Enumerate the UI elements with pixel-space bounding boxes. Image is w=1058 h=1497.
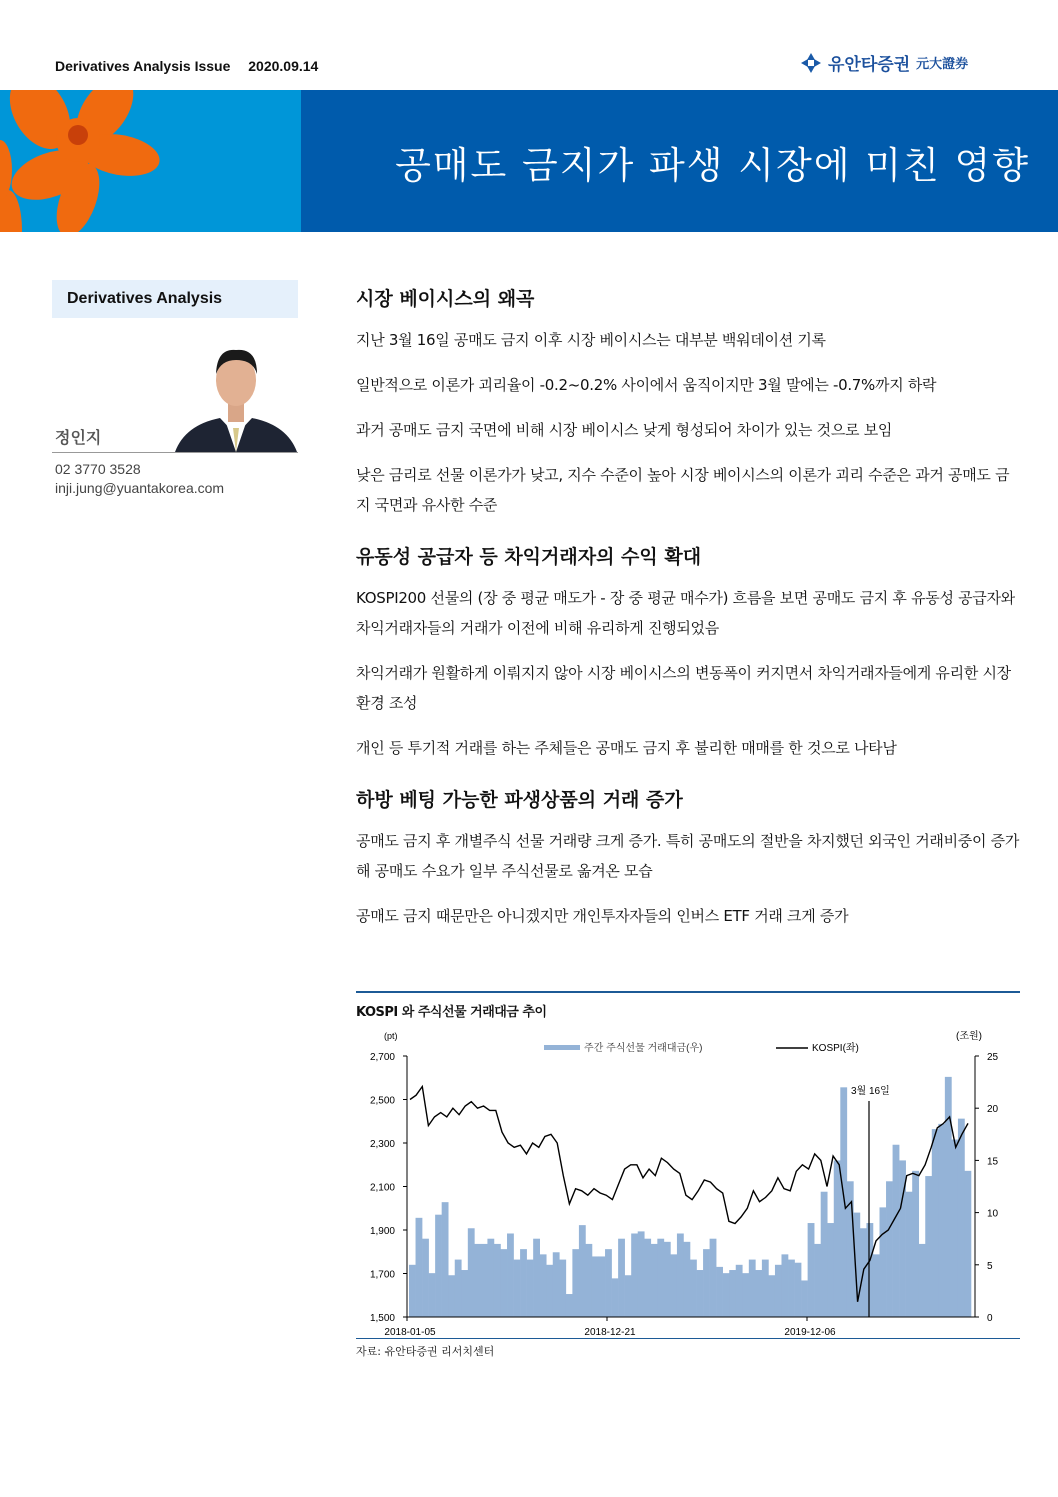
section-heading: 시장 베이시스의 왜곡 [356, 288, 535, 310]
y-left-tick-label: 2,700 [369, 1052, 395, 1063]
futures-bar [579, 1225, 586, 1317]
futures-bar [893, 1145, 900, 1317]
futures-bar [631, 1233, 638, 1317]
futures-bar [768, 1275, 775, 1317]
futures-bar [651, 1244, 658, 1317]
futures-bar [697, 1270, 704, 1317]
futures-bar [638, 1231, 645, 1317]
bullet-text: 지난 3월 16일 공매도 금지 이후 시장 베이시스는 대부분 백워데이션 기록 [356, 331, 826, 349]
futures-bar [762, 1260, 769, 1317]
chart-top-rule [356, 991, 1020, 993]
sidebar-heading: Derivatives Analysis [52, 280, 298, 318]
futures-bar [742, 1273, 749, 1317]
logo-chinese: 元大證券 [916, 57, 969, 72]
logo-korean: 유안타증권 [828, 55, 911, 75]
futures-bar [409, 1265, 416, 1317]
futures-bar [507, 1233, 514, 1317]
futures-bar [821, 1192, 828, 1317]
futures-bar [533, 1239, 540, 1317]
futures-bar [618, 1239, 625, 1317]
futures-bar [520, 1249, 527, 1317]
yuanta-logo-icon [800, 52, 822, 74]
futures-bar [723, 1273, 730, 1317]
futures-bar [951, 1140, 958, 1317]
chart-figure [356, 991, 1020, 1361]
section [356, 785, 1020, 931]
banner-flower-image [0, 90, 301, 232]
futures-bar [886, 1181, 893, 1317]
x-tick-label: 2018-12-21 [584, 1327, 636, 1338]
bullet-text: 과거 공매도 금지 국면에 비해 시장 베이시스 낮게 형성되어 차이가 있는 것으로 보임 [356, 421, 893, 439]
futures-bar [592, 1256, 599, 1317]
x-tick-label: 2019-12-06 [784, 1327, 836, 1338]
y-right-tick-label: 15 [987, 1156, 999, 1168]
futures-bar [435, 1215, 442, 1317]
futures-bar [422, 1239, 429, 1317]
y-left-tick-label: 2,500 [369, 1095, 395, 1107]
bullet-text: KOSPI200 선물의 (장 중 평균 매도가 - 장 중 평균 매수가) 흐름을 보면 공매도 금지 후 유동성 공급자와 차익거래자들의 거래가 이전에 비해 유리하게 진행되었음 [356, 589, 1015, 637]
bullet-text: 개인 등 투기적 거래를 하는 주체들은 공매도 금지 후 불리한 매매를 한 것으로 나타남 [356, 739, 897, 757]
futures-bar [781, 1254, 788, 1317]
futures-bar [657, 1239, 664, 1317]
futures-bar [729, 1270, 736, 1317]
futures-bar [866, 1223, 873, 1317]
y-left-tick-label: 1,900 [369, 1226, 395, 1237]
y-left-tick-label: 2,300 [369, 1139, 395, 1150]
report-body [356, 284, 1020, 953]
annotation-label: 3월 16일 [851, 1086, 890, 1097]
futures-bar [755, 1270, 762, 1317]
futures-bar [906, 1192, 913, 1317]
futures-bar [500, 1249, 507, 1317]
title-banner [301, 90, 1058, 232]
futures-bar [644, 1239, 651, 1317]
chart-title: KOSPI 와 주식선물 거래대금 추이 [356, 1005, 547, 1020]
legend-label-kospi: KOSPI(좌) [812, 1043, 859, 1054]
futures-bar [448, 1275, 455, 1317]
futures-bar [938, 1124, 945, 1317]
futures-bar [795, 1263, 802, 1317]
futures-bar [847, 1181, 854, 1317]
futures-bar [880, 1207, 887, 1317]
author-email[interactable]: inji.jung@yuantakorea.com [55, 480, 225, 496]
futures-bar [540, 1254, 547, 1317]
futures-bar [925, 1176, 932, 1317]
futures-bar [670, 1254, 677, 1317]
futures-bar [945, 1077, 952, 1317]
futures-bar [964, 1171, 971, 1317]
futures-bar [546, 1265, 553, 1317]
futures-bar [559, 1260, 566, 1317]
report-header-line [55, 58, 332, 74]
kospi-futures-chart [356, 1021, 1020, 1351]
author-contact [55, 460, 224, 498]
futures-bar [527, 1260, 534, 1317]
futures-bar [664, 1242, 671, 1317]
futures-bar [474, 1244, 481, 1317]
x-tick-label: 2018-01-05 [384, 1327, 436, 1338]
futures-bar [677, 1233, 684, 1317]
futures-bar [827, 1223, 834, 1317]
futures-bar [494, 1244, 501, 1317]
futures-bar [429, 1273, 436, 1317]
futures-bar [749, 1260, 756, 1317]
left-unit: (pt) [384, 1031, 398, 1041]
futures-bar [703, 1249, 710, 1317]
futures-bar [442, 1202, 449, 1317]
futures-bar [840, 1087, 847, 1317]
section [356, 542, 1020, 763]
bullet-text: 공매도 금지 때문만은 아니겠지만 개인투자자들의 인버스 ETF 거래 크게 증가 [356, 907, 849, 925]
bullet-text: 일반적으로 이론가 괴리율이 -0.2~0.2% 사이에서 움직이지만 3월 말에는 -0.7%까지 하락 [356, 376, 937, 394]
y-right-tick-label: 5 [987, 1260, 993, 1272]
brand-logo [800, 50, 968, 75]
futures-bar [605, 1249, 612, 1317]
futures-bar [612, 1278, 619, 1317]
futures-bar [487, 1239, 494, 1317]
futures-bar [683, 1242, 690, 1317]
author-phone: 02 3770 3528 [55, 461, 141, 477]
futures-bar [468, 1228, 475, 1317]
futures-bar [814, 1244, 821, 1317]
futures-bar [932, 1129, 939, 1317]
flower-icon [0, 90, 301, 232]
report-series: Derivatives Analysis Issue [55, 58, 231, 74]
futures-bar [461, 1270, 468, 1317]
futures-bar [834, 1160, 841, 1317]
bullet-text: 낮은 금리로 선물 이론가가 낮고, 지수 수준이 높아 시장 베이시스의 이론가 괴리 수준은 과거 공매도 금지 국면과 유사한 수준 [356, 466, 1010, 514]
futures-bar [416, 1218, 423, 1317]
futures-bar [775, 1265, 782, 1317]
section [356, 284, 1020, 520]
futures-bar [873, 1254, 880, 1317]
futures-bar [801, 1280, 808, 1317]
futures-bar [808, 1223, 815, 1317]
chart-bottom-rule [356, 1338, 1020, 1339]
futures-bar [585, 1244, 592, 1317]
futures-bar [572, 1249, 579, 1317]
y-left-tick-label: 1,700 [369, 1269, 395, 1281]
futures-bar [788, 1260, 795, 1317]
section-heading: 하방 베팅 가능한 파생상품의 거래 증가 [356, 789, 683, 811]
futures-bar [481, 1244, 488, 1317]
y-left-tick-label: 1,500 [369, 1313, 395, 1324]
y-right-tick-label: 10 [987, 1208, 999, 1220]
y-left-tick-label: 2,100 [369, 1182, 395, 1194]
futures-bar [599, 1256, 606, 1317]
futures-bar [853, 1213, 860, 1317]
futures-bar [514, 1260, 521, 1317]
y-right-tick-label: 0 [987, 1313, 993, 1324]
legend-label-futures: 주간 주식선물 거래대금(우) [584, 1043, 703, 1054]
futures-bar [455, 1260, 462, 1317]
legend-bar-swatch [544, 1045, 580, 1050]
y-right-tick-label: 25 [987, 1052, 999, 1063]
author-photo [175, 340, 297, 452]
author-name: 정인지 [55, 428, 102, 447]
bullet-text: 공매도 금지 후 개별주식 선물 거래량 크게 증가. 특히 공매도의 절반을 차지했던 외국인 거래비중이 증가해 공매도 수요가 일부 주식선물로 옮겨온 모습 [356, 832, 1020, 880]
futures-bar [736, 1265, 743, 1317]
section-heading: 유동성 공급자 등 차익거래자의 수익 확대 [356, 546, 702, 568]
bullet-text: 차익거래가 원활하게 이뤄지지 않아 시장 베이시스의 변동폭이 커지면서 차익거래자들에게 유리한 시장 환경 조성 [356, 664, 1011, 712]
right-unit: (조원) [956, 1031, 982, 1042]
futures-bar [716, 1267, 723, 1317]
report-date: 2020.09.14 [248, 58, 319, 74]
futures-bar [919, 1244, 926, 1317]
futures-bar [566, 1294, 573, 1317]
y-right-tick-label: 20 [987, 1104, 999, 1116]
futures-bar [553, 1252, 560, 1317]
futures-bar [912, 1171, 919, 1317]
futures-bar [625, 1275, 632, 1317]
futures-bar [690, 1260, 697, 1317]
report-title: 공매도 금지가 파생 시장에 미친 영향 [395, 144, 1030, 187]
futures-bar [958, 1119, 965, 1317]
divider [52, 452, 298, 453]
futures-bar [710, 1239, 717, 1317]
chart-source: 자료: 유안타증권 리서치센터 [356, 1345, 495, 1358]
